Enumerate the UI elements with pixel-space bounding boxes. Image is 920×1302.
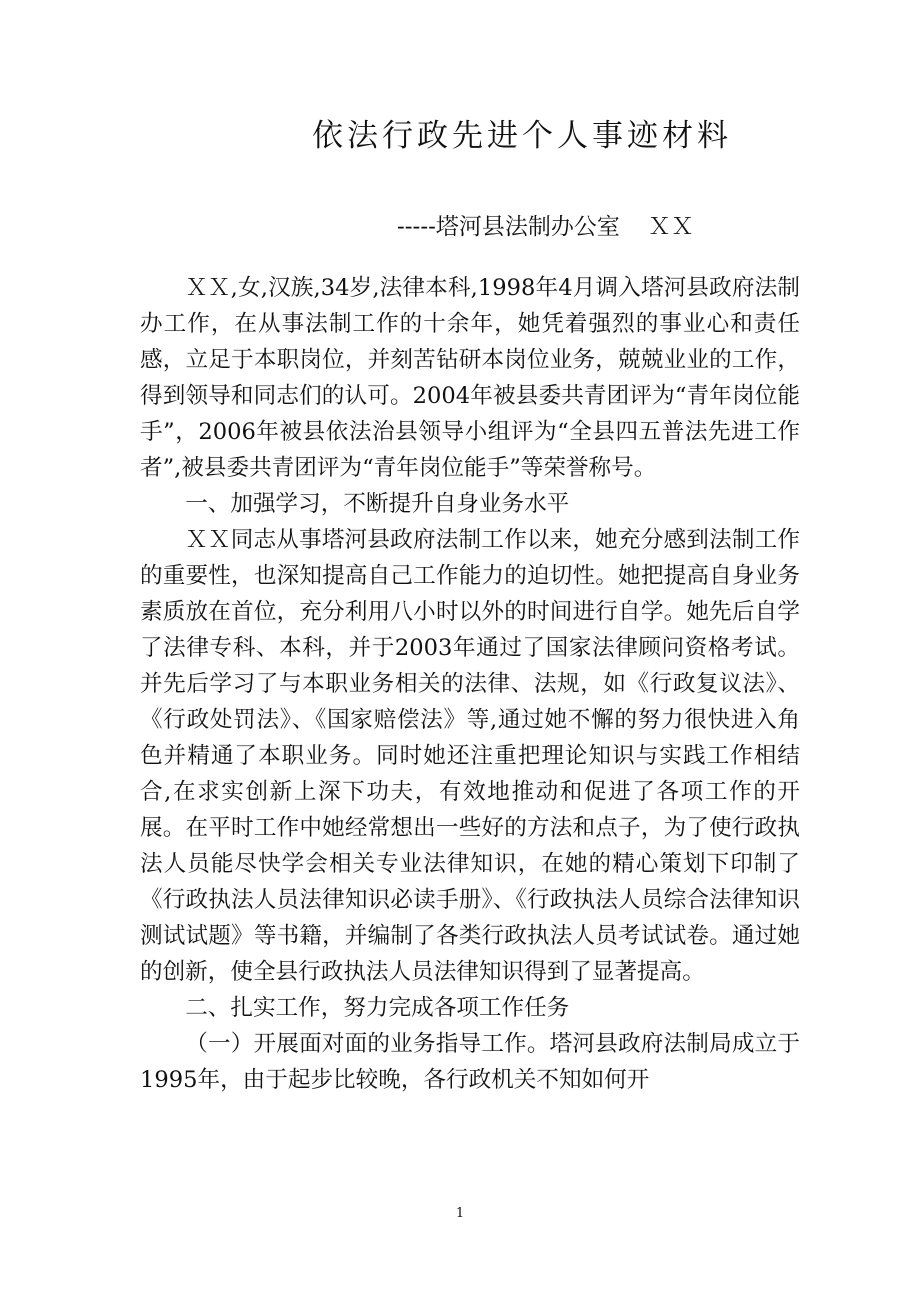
byline-organization: -----塔河县法制办公室	[397, 214, 620, 240]
intro-paragraph: ＸＸ,女,汉族,34岁,法律本科,1998年4月调入塔河县政府法制办工作，在从事法制工作的十余年，她凭着强烈的事业心和责任感，立足于本职岗位，并刻苦钻研本岗位业务，兢兢业业的工作，得到领导和同志们的认可。2004年被县委共青团评为“青年岗位能手”，2006年被县依法治县领导小组评为“全县四五普法先进工作者”,被县委共青团评为“青年岗位能手”等荣誉称号。	[140, 275, 800, 481]
page-number: 1	[455, 1206, 465, 1221]
byline-author: ＸＸ	[647, 214, 694, 240]
section-1-paragraph: ＸＸ同志从事塔河县政府法制工作以来，她充分感到法制工作的重要性，也深知提高自己工作能力的迫切性。她把提高自身业务素质放在首位，充分利用八小时以外的时间进行自学。她先后自学了法律专科、本科，并于2003年通过了国家法律顾问资格考试。并先后学习了与本职业务相关的法律、法规，如《行政复议法》、《行政处罚法》、《国家赔偿法》等,通过她不懈的努力很快进入角色并精通了本职业务。同时她还注重把理论知识与实践工作相结合,在求实创新上深下功夫，有效地推动和促进了各项工作的开展。在平时工作中她经常想出一些好的方法和点子，为了使行政执法人员能尽快学会相关专业法律知识，在她的精心策划下印制了《行政执法人员法律知识必读手册》、《行政执法人员综合法律知识测试试题》等书籍，并编制了各类行政执法人员考试试卷。通过她的创新，使全县行政执法人员法律知识得到了显著提高。	[140, 527, 800, 985]
section-2-paragraph: （一）开展面对面的业务指导工作。塔河县政府法制局成立于1995年，由于起步比较晚，各行政机关不知如何开	[140, 1031, 800, 1093]
section-heading-1: 一、加强学习，不断提升自身业务水平	[185, 491, 570, 517]
document-byline	[397, 207, 694, 247]
section-heading-2: 二、扎实工作，努力完成各项工作任务	[185, 995, 570, 1021]
document-title: 依法行政先进个人事迹材料	[312, 118, 732, 154]
document-body	[140, 270, 800, 1098]
